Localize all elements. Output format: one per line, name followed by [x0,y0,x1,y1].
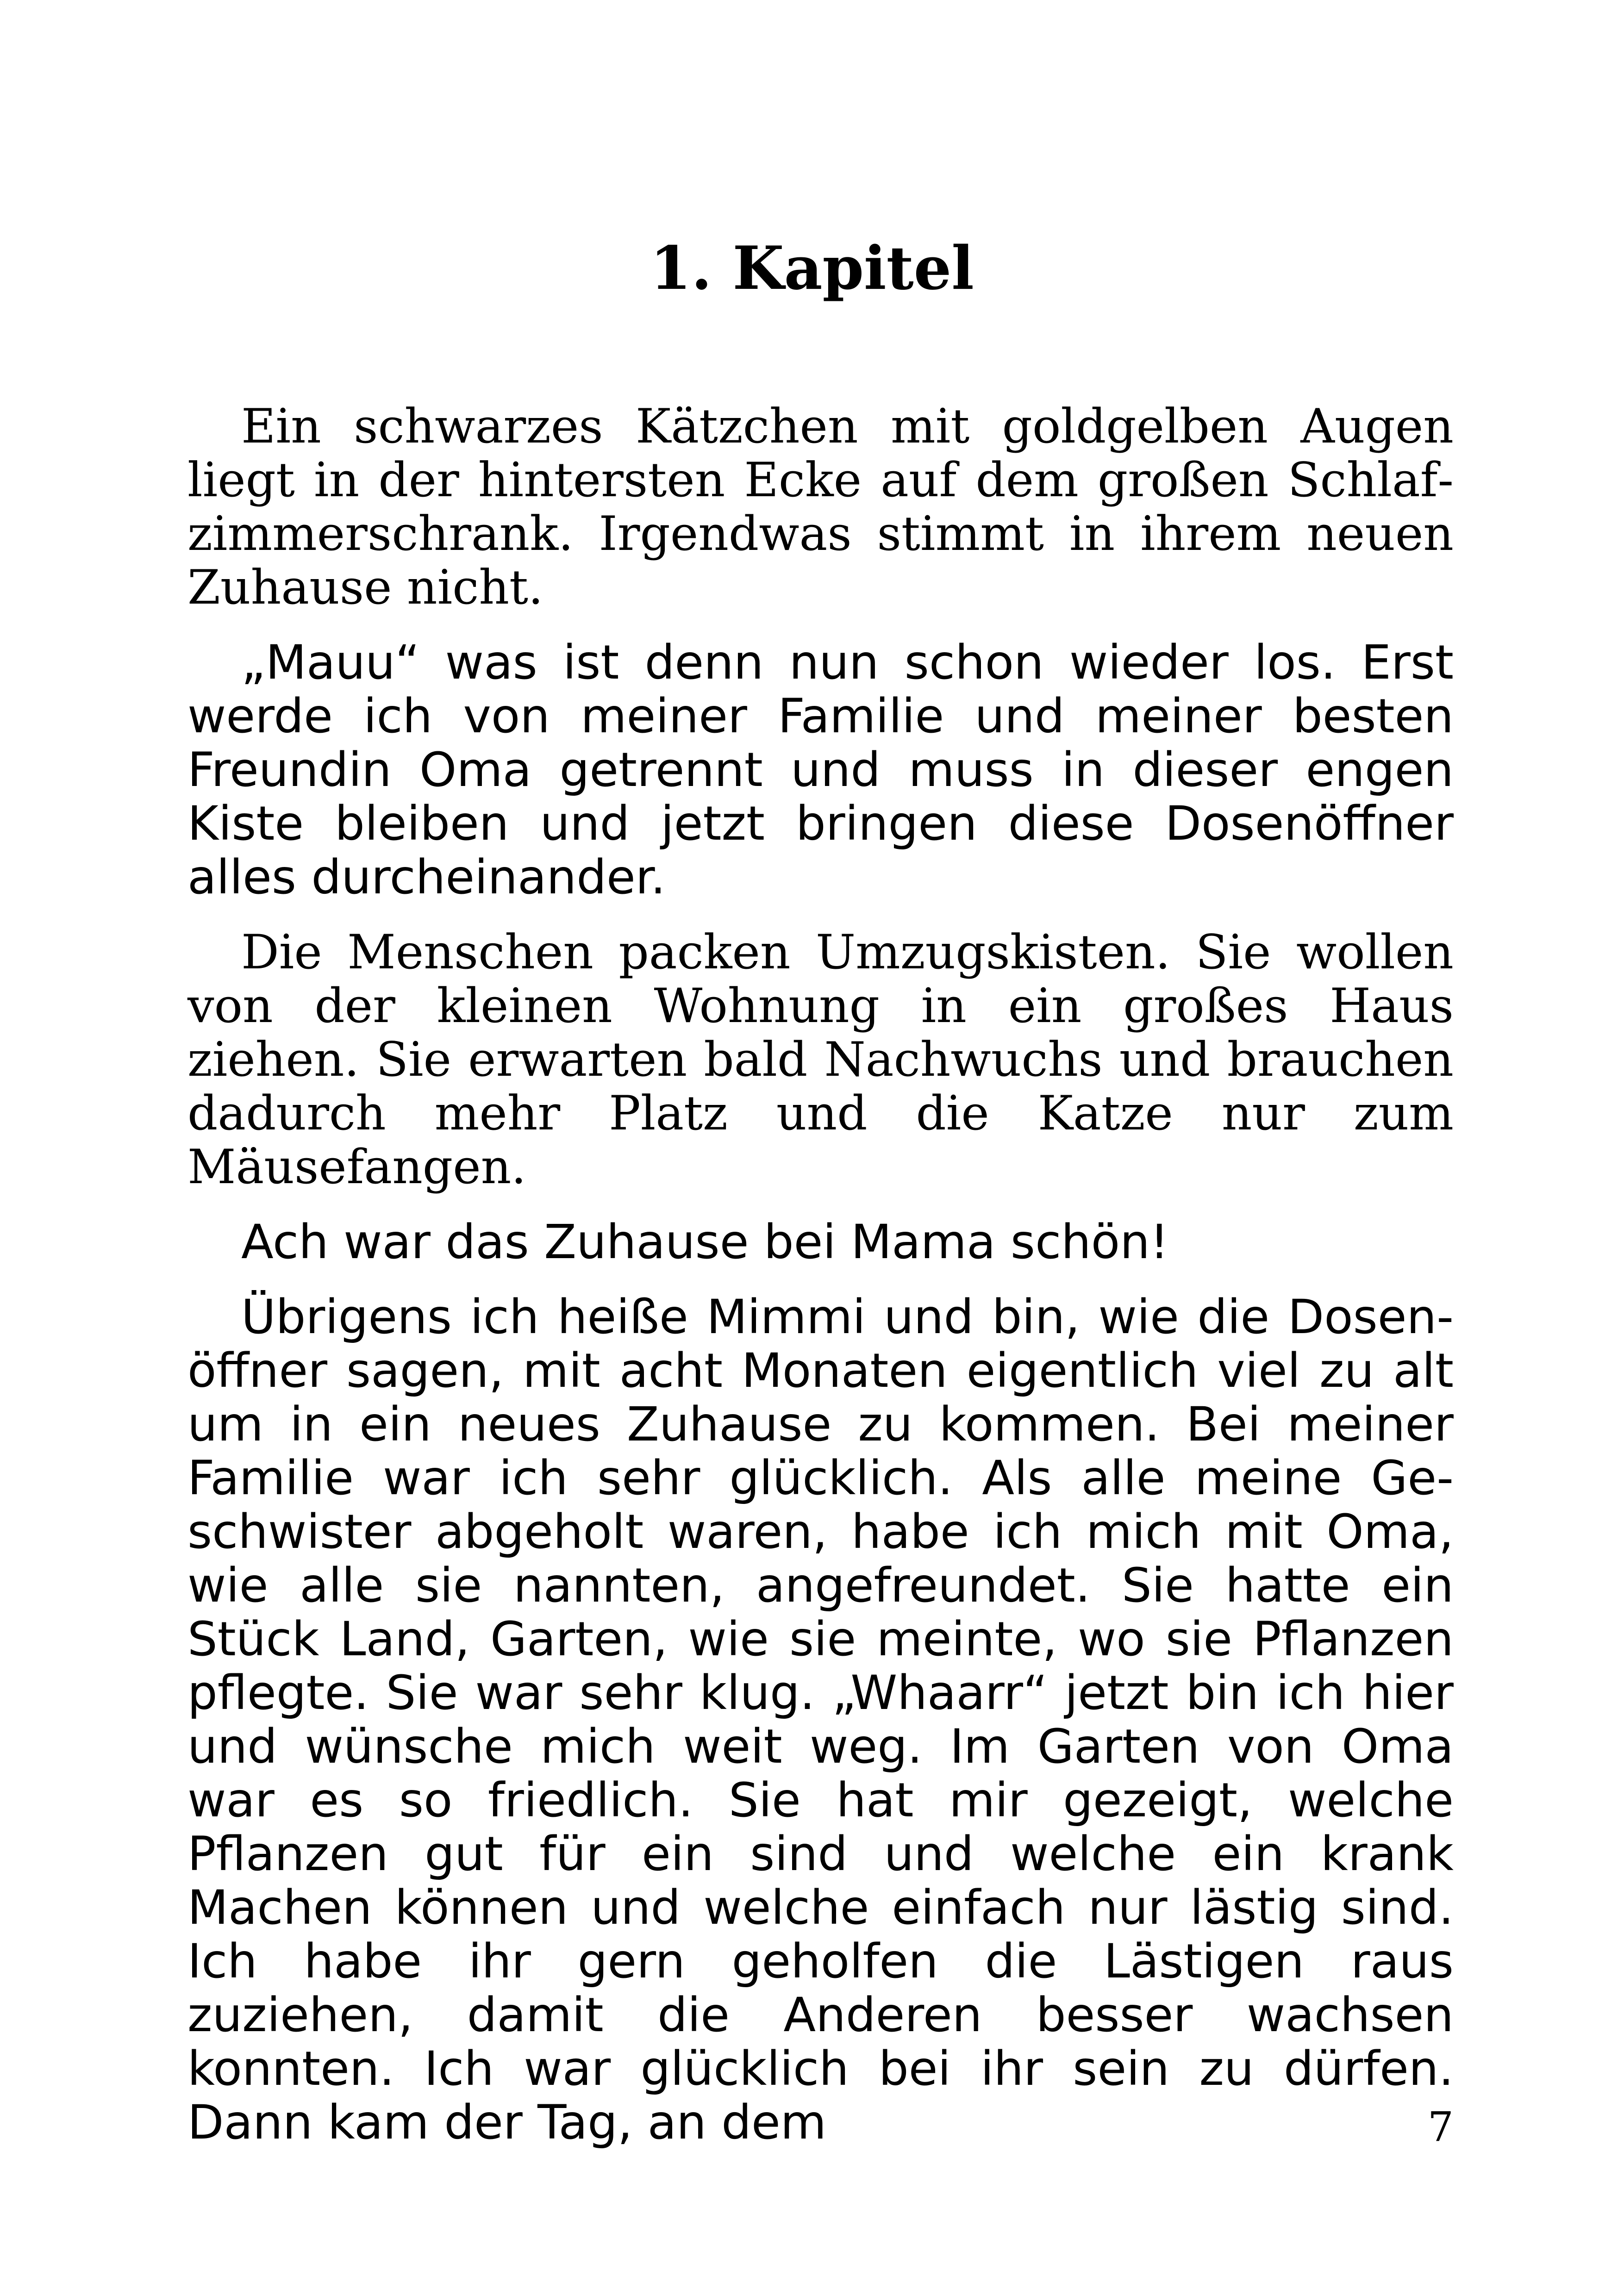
body-text [187,400,1454,2171]
paragraph-mauu: „Mauu“ was ist denn nun schon wieder los. Erst werde ich von meiner Familie und meiner besten Freundin Oma getrennt und muss in dieser engen Kiste bleiben und jetzt bringen diese Dosenöffner alles durcheinander. [187,635,1454,905]
page-number: 7 [1428,2103,1454,2151]
paragraph-moving: Die Menschen packen Umzugskisten. Sie wollen von der kleinen Wohnung in ein großes Haus ziehen. Sie erwarten bald Nachwuchs und brauchen dadurch mehr Platz und die Katze nur zum Mäusefangen. [187,925,1454,1195]
paragraph-mimmi: Übrigens ich heiße Mimmi und bin, wie die Dosenöffner sagen, mit acht Monaten eigentlich viel zu alt um in ein neues Zuhause zu kommen. Bei meiner Familie war ich sehr glücklich. Als alle meine Geschwister abgeholt waren, habe ich mich mit Oma, wie alle sie nannten, angefreundet. Sie hatte ein Stück Land, Garten, wie sie meinte, wo sie Pflanzen pflegte. Sie war sehr klug. „Whaarr“ jetzt bin ich hier und wünsche mich weit weg. Im Garten von Oma war es so friedlich. Sie hat mir gezeigt, welche Pflanzen gut für ein sind und welche ein krank Machen können und welche einfach nur lästig sind. Ich habe ihr gern geholfen die Lästigen raus zuziehen, damit die Anderen besser wachsen konnten. Ich war glücklich bei ihr sein zu dürfen. Dann kam der Tag, an dem [187,1290,1454,2150]
paragraph-intro: Ein schwarzes Kätzchen mit goldgelben Augen liegt in der hintersten Ecke auf dem großen Schlafzimmerschrank. Irgendwas stimmt in ihrem neuen Zuhause nicht. [187,399,1454,615]
paragraph-mama: Ach war das Zuhause bei Mama schön! [241,1215,1169,1270]
chapter-title: 1. Kapitel [650,234,974,303]
